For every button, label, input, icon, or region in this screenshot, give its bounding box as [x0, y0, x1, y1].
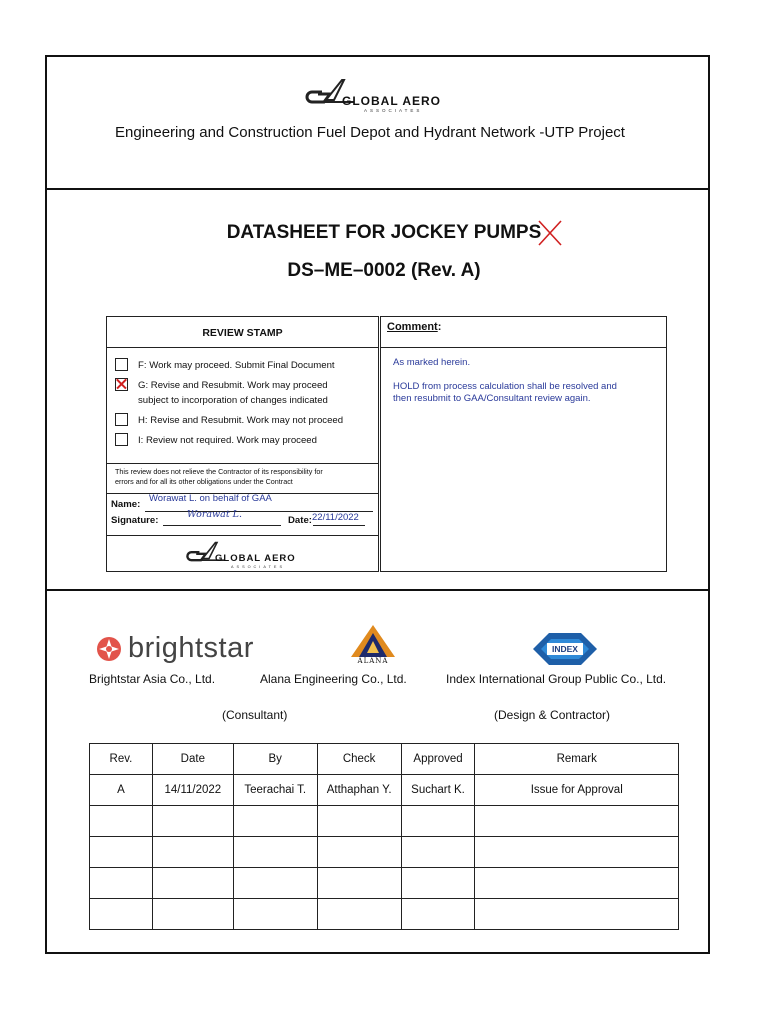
review-stamp	[106, 316, 379, 572]
option-g-label-line1: G: Revise and Resubmit. Work may proceed	[138, 380, 328, 391]
comment-line1: As marked herein.	[393, 357, 471, 368]
option-i	[115, 433, 317, 448]
option-h-checkbox[interactable]	[115, 413, 128, 426]
alana-role: (Consultant)	[222, 708, 288, 722]
global-aero-logo	[304, 78, 464, 112]
header-rev: Rev.	[90, 744, 153, 775]
table-cell	[90, 806, 153, 837]
brightstar-star-icon	[96, 636, 122, 662]
divider	[47, 188, 708, 190]
table-cell	[401, 868, 475, 899]
name-value: Worawat L. on behalf of GAA	[149, 493, 272, 504]
comment-heading-colon: :	[437, 321, 442, 333]
table-cell	[475, 806, 679, 837]
table-cell	[401, 837, 475, 868]
stamp-divider	[107, 535, 378, 536]
comment-line2: HOLD from process calculation shall be resolved and	[393, 381, 617, 392]
table-row	[90, 806, 679, 837]
table-cell	[90, 868, 153, 899]
header-date: Date	[152, 744, 233, 775]
date-label: Date:	[288, 515, 312, 526]
table-cell	[475, 837, 679, 868]
brightstar-logo	[96, 632, 254, 665]
header-approved: Approved	[401, 744, 475, 775]
table-cell	[233, 868, 317, 899]
date-underline	[313, 525, 365, 526]
header-check: Check	[317, 744, 401, 775]
table-cell	[233, 837, 317, 868]
option-g-label	[138, 378, 328, 408]
table-cell	[152, 899, 233, 930]
comment-heading-text: Comment	[387, 321, 438, 333]
index-role: (Design & Contractor)	[494, 708, 611, 722]
table-cell	[475, 899, 679, 930]
stamp-logo-subtext: ASSOCIATES	[231, 565, 285, 569]
table-cell	[317, 868, 401, 899]
index-logo-text: INDEX	[552, 644, 578, 654]
table-cell	[317, 806, 401, 837]
option-i-checkbox[interactable]	[115, 433, 128, 446]
stamp-global-aero-logo	[185, 541, 305, 569]
option-g-checkbox[interactable]	[115, 378, 128, 391]
table-cell	[233, 899, 317, 930]
review-stamp-heading: REVIEW STAMP	[107, 317, 378, 348]
index-company-name: Index International Group Public Co., Ltd.	[446, 672, 667, 686]
table-cell	[152, 806, 233, 837]
table-cell	[152, 837, 233, 868]
logo-text: GLOBAL AERO	[342, 94, 442, 108]
table-cell: A	[90, 775, 153, 806]
disclaimer-line1: This review does not relieve the Contractor of its responsibility for	[115, 467, 323, 476]
stamp-logo-text: GLOBAL AERO	[215, 553, 296, 564]
table-cell	[317, 837, 401, 868]
alana-logo-text: ALANA	[357, 657, 389, 665]
signature-label: Signature:	[111, 515, 159, 526]
option-f	[115, 358, 335, 373]
alana-mountain-icon	[343, 623, 403, 659]
signature-underline	[163, 525, 281, 526]
name-label: Name:	[111, 499, 141, 510]
brightstar-company-name: Brightstar Asia Co., Ltd.	[89, 672, 216, 686]
date-value: 22/11/2022	[312, 512, 359, 523]
table-cell	[233, 806, 317, 837]
table-cell	[401, 899, 475, 930]
brightstar-logo-text: brightstar	[128, 632, 254, 664]
table-cell	[90, 899, 153, 930]
document-title-text: DATASHEET FOR JOCKEY PUMPS	[226, 222, 542, 243]
document-number: DS–ME–0002 (Rev. A)	[287, 260, 481, 281]
option-f-label: F: Work may proceed. Submit Final Document	[138, 360, 335, 371]
option-i-label: I: Review not required. Work may proceed	[138, 435, 317, 446]
alana-company-name: Alana Engineering Co., Ltd.	[260, 672, 407, 686]
table-cell	[90, 837, 153, 868]
option-f-checkbox[interactable]	[115, 358, 128, 371]
project-title: Engineering and Construction Fuel Depot and Hydrant Network -UTP Project	[115, 124, 625, 141]
header-by: By	[233, 744, 317, 775]
comment-heading	[381, 317, 666, 348]
table-cell	[475, 868, 679, 899]
table-cell	[152, 868, 233, 899]
index-logo	[531, 631, 599, 667]
comment-body	[393, 357, 656, 405]
table-row	[90, 868, 679, 899]
table-row	[90, 837, 679, 868]
table-cell	[401, 806, 475, 837]
logo-subtext: ASSOCIATES	[364, 108, 423, 113]
table-cell: Atthaphan Y.	[317, 775, 401, 806]
comment-line3: then resubmit to GAA/Consultant review again.	[393, 393, 591, 404]
alana-logo	[343, 623, 403, 667]
revision-table	[89, 743, 679, 930]
option-h-label: H: Revise and Resubmit. Work may not proceed	[138, 415, 344, 426]
table-row	[90, 899, 679, 930]
stamp-disclaimer	[107, 463, 378, 494]
table-header-row	[90, 744, 679, 775]
table-cell: Teerachai T.	[233, 775, 317, 806]
disclaimer-line2: errors and for all its other obligations under the Contract	[115, 477, 293, 486]
header-remark: Remark	[475, 744, 679, 775]
table-cell: 14/11/2022	[152, 775, 233, 806]
strike-mark-icon	[537, 219, 563, 247]
comment-box	[380, 316, 667, 572]
signature-value: Worawat L.	[187, 509, 243, 520]
option-h	[115, 413, 343, 428]
divider	[47, 589, 708, 591]
table-cell	[317, 899, 401, 930]
table-cell: Suchart K.	[401, 775, 475, 806]
document-title	[0, 222, 768, 244]
table-row	[90, 775, 679, 806]
option-g	[115, 378, 328, 408]
table-cell: Issue for Approval	[475, 775, 679, 806]
option-g-label-line2: subject to incorporation of changes indicated	[138, 395, 328, 406]
